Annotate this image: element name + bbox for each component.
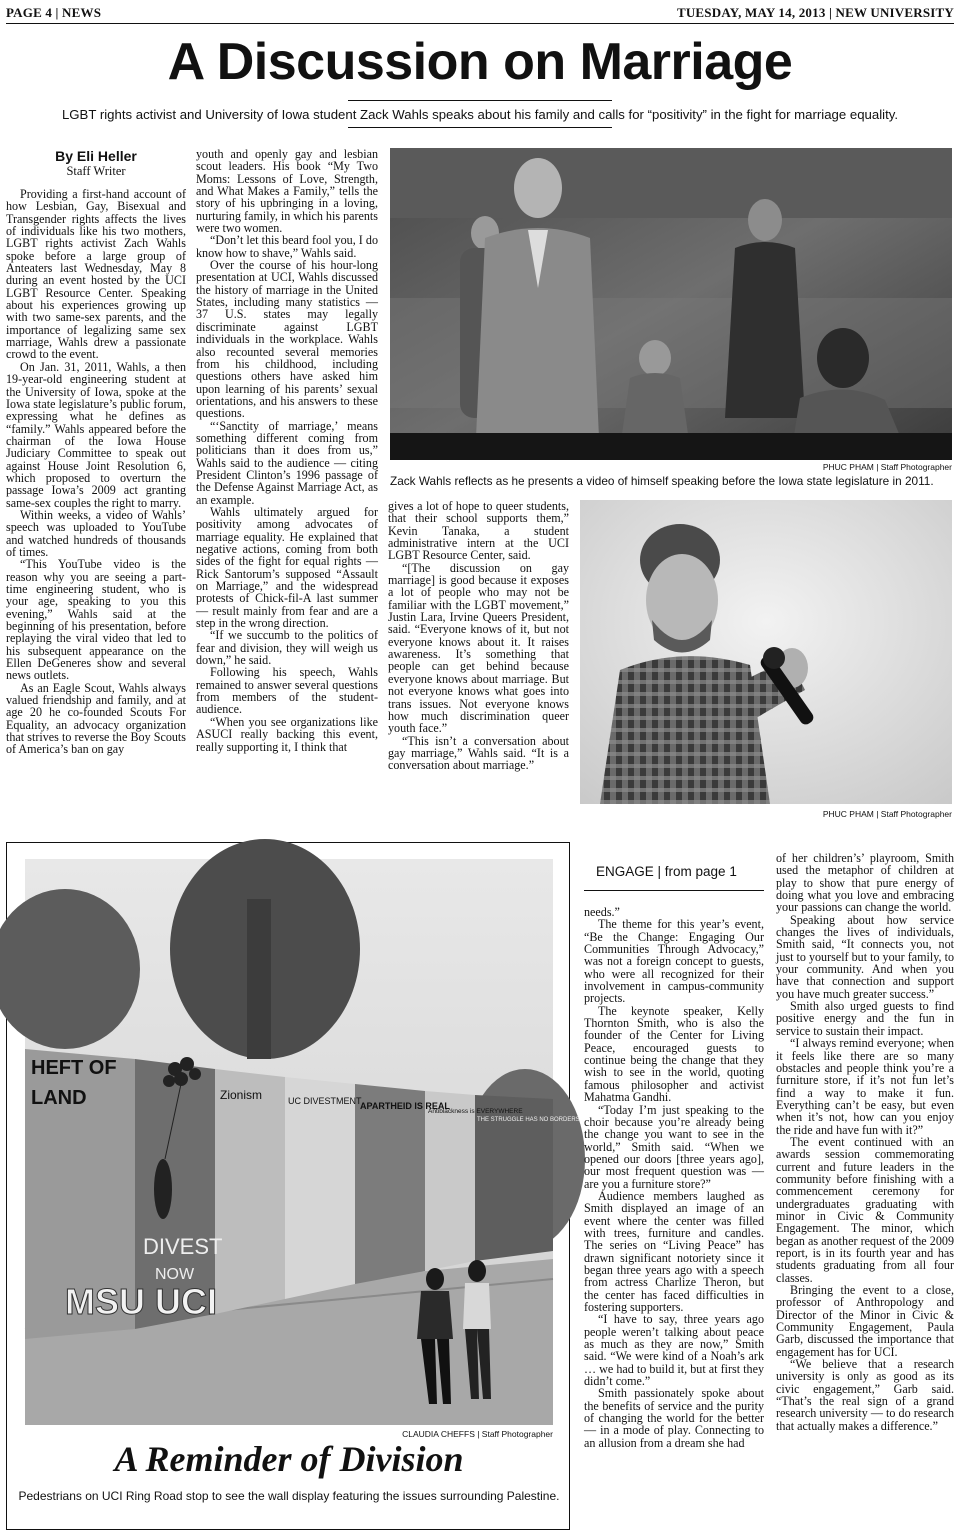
article-column-1 [6, 148, 186, 826]
engage-paragraph: The keynote speaker, Kelly Thornton Smith, who is also the founder of the Center for Living Peace, encouraged guests to continue being the change that they wish to see in the world, quoting famous philosopher and activist Mahatma Gandhi. [584, 1003, 764, 1105]
article-paragraph: As an Eagle Scout, Wahls always valued friendship and family, and at age 20 he co-founded Scouts For Equality, an advocacy organization that strives to reverse the Boy Scouts of America’s ban on gay [6, 680, 186, 757]
wall-text-divest: DIVEST [143, 1234, 223, 1259]
feature-title: A Reminder of Division [114, 1439, 464, 1479]
jump-from: from page 1 [664, 864, 737, 879]
wall-text-apartheid: APARTHEID IS REAL [360, 1101, 450, 1111]
wall-display-image [25, 859, 580, 1425]
article-column-2 [196, 148, 378, 826]
wall-text-msu-uci: MSU UCI [65, 1281, 217, 1322]
engage-paragraph: of her children’s’ playroom, Smith used the metaphor of children at play to show that pure energy of doing what you love and embracing your passions can change the world. [776, 851, 954, 915]
wall-text-antiblackness: Antiblackness is EVERYWHERE [428, 1108, 523, 1115]
video-projection-photo [390, 148, 952, 460]
article-deck: LGBT rights activist and University of Iowa student Zack Wahls speaks about his family and calls for “positivity” in the fight for marriage equality. [61, 107, 899, 122]
feature-caption: Pedestrians on UCI Ring Road stop to see the wall display featuring the issues surrounding Palestine. [18, 1489, 560, 1503]
engage-paragraph: Smith passionately spoke about the benefits of service and the purity of changing the world for the better — in a mode of play. Connecting to an allusion from a dream she had [584, 1386, 764, 1450]
deck-rule-top [348, 100, 612, 101]
folio-rule [6, 23, 954, 24]
wall-text-uc-divestment: UC DIVESTMENT [288, 1096, 362, 1106]
feature-photo-credit: CLAUDIA CHEFFS | Staff Photographer [402, 1429, 553, 1439]
article-headline: A Discussion on Marriage [167, 33, 793, 91]
article-paragraph: gives a lot of hope to queer students, that their school supports them,” Kevin Tanaka, a student administrative intern at the UCI LGBT Resource Center, said. [388, 499, 569, 563]
jump-rule [584, 890, 764, 891]
article-paragraph: youth and openly gay and lesbian scout leaders. His book “My Two Moms: Lessons of Love, Strength, and What Makes a Family,” tells the story of his upbringing in a loving, nurturing family, in which his parents were two women. [196, 147, 378, 236]
engage-paragraph: needs.” [584, 905, 620, 919]
feature-photo-box [6, 842, 580, 1530]
article-paragraph: “When you see organizations like ASUCI really backing this event, really supporting it, I think that [196, 714, 378, 754]
photo1-credit: PHUC PHAM | Staff Photographer [822, 462, 952, 472]
engage-paragraph: The theme for this year’s event, “Be the Change: Engaging Our Communities Through Advocacy,” was not a foreign concept to guests, who were all recognized for their involvement in campus-community projects. [584, 917, 764, 1006]
article-paragraph: On Jan. 31, 2011, Wahls, a then 19-year-old engineering student at the University of Iowa, spoke at the Iowa state legislature’s public forum, expressing what he defines as “family.” Wahls appeared before the chairman of the Iowa House Judiciary Committee to speak out against House Joint Resolution 6, which proposed to overturn the passage Iowa’s 2009 act granting same-sex couples the right to marry. [6, 359, 186, 510]
folio-section: PAGE 4 | NEWS [6, 5, 102, 20]
engage-paragraph: The event continued with an awards session commemorating current and future leaders in the community before finishing with a commencement ceremony for undergraduates graduating with minor in Civic & Community Engagement. The minor, which began as another request of the 2009 report, is in its fourth year and has students graduating from all four classes. [776, 1134, 954, 1285]
article-paragraph: “If we succumb to the politics of fear and division, they will weigh us down,” he said. [196, 628, 378, 668]
article-paragraph: Wahls ultimately argued for positivity among advocates of marriage equality. He explained that negative actions, coming from both sides of the fight for equal rights — Rick Santorum’s supposed “Assault on Marriage,” and the widespread protests of Chick-fil-A last summer — result mainly from fear and are a step in the wrong direction. [196, 504, 378, 631]
speaker-photo [580, 500, 952, 804]
article-paragraph: Following his speech, Wahls remained to answer several questions from members of the student-audience. [196, 665, 378, 717]
engage-paragraph: “We believe that a research university is only as good as its civic engagement,” Garb said. “That’s the real sign of a grand research university — to do research that actually makes a difference.” [776, 1357, 954, 1433]
article-paragraph: “This isn’t a conversation about gay marriage,” Wahls said. “It is a conversation about marriage.” [388, 733, 569, 773]
byline: By Eli Heller [55, 148, 137, 164]
engage-paragraph: “I always remind everyone; when it feels like there are so many obstacles and people think you’re a furniture store, if it’s not fun let’s find a way to make it fun. Everything can’t be easy, but even when it’s not, how can you enjoy the ride and have fun with it?” [776, 1036, 954, 1137]
engage-column-1 [584, 906, 764, 1528]
engage-paragraph: “Today I’m just speaking to the choir because you’re already being the change you want to see in the world,” Smith said. “When we opened our doors [three years ago], our most frequent question was — are you a furniture store?” [584, 1102, 764, 1191]
engage-paragraph: Bringing the event to a close, professor of Anthropology and Director of the Minor in Civic & Community Engagement, Paula Garb, discussed the importance that engagement has for UCI. [776, 1283, 954, 1359]
article-column-3 [388, 500, 569, 820]
engage-paragraph: Smith also urged guests to find positive energy and the fun in service to sustain their impact. [776, 999, 954, 1038]
wall-display-photo [25, 859, 580, 1425]
photo2-credit: PHUC PHAM | Staff Photographer [822, 809, 952, 819]
engage-paragraph: “I have to say, three years ago people weren’t talking about peace as much as they are now,” Smith said. “We were kind of a Noah’s ark … we had to build it, but at first they didn’t come.” [584, 1312, 764, 1389]
engage-column-2 [776, 852, 954, 1528]
byline-role: Staff Writer [66, 164, 126, 178]
engage-paragraph: Speaking about how service changes the lives of individuals, Smith said, “It connects you, not just to yourself but to your family, to your community. And when you have that connection and support you have much greater success.” [776, 912, 954, 1001]
wall-text-land: LAND [31, 1087, 87, 1109]
article-paragraph: “[The discussion on gay marriage] is good because it exposes a lot of people who may not be familiar with the LGBT movement,” Justin Lara, Irvine Queers President, said. “Everyone knows of it, but not everyone knows about it. It raises awareness. It’s something that people can get behind because everyone knows about marriage. But not everyone knows what goes into trans issues. Not everyone knows how much discrimination queer youth face.” [388, 560, 569, 736]
wall-text-heft: HEFT OF [31, 1057, 117, 1079]
wall-text-struggle: THE STRUGGLE HAS NO BORDERS [477, 1117, 580, 1123]
video-projection-image [390, 148, 952, 460]
article-paragraph: Within weeks, a video of Wahls’ speech was uploaded to YouTube and watched hundreds of thousands of times. [6, 507, 186, 559]
article-paragraph: “Don’t let this beard fool you, I do know how to shave,” Wahls said. [196, 233, 378, 260]
page-folio [6, 5, 954, 23]
article-paragraph: Providing a first-hand account of how Lesbian, Gay, Bisexual and Transgender rights affects the lives of individuals like his two mothers, LGBT rights activist Zach Wahls spoke before a large group of Anteaters last Wednesday, May 8 during an event hosted by the UCI LGBT Resource Center. Speaking about his experiences growing up with two same-sex parents, and the importance of legalizing same sex marriage, Wahls drew a passionate crowd to the event. [6, 187, 186, 362]
article-paragraph: “This YouTube video is the reason why you are seeing a part-time engineering student, who is your age, speaking to you this evening,” Wahls said at the beginning of his presentation, before replaying the viral video that led to his subsequent appearance on the Ellen DeGeneres show and several news outlets. [6, 557, 186, 683]
speaker-image [580, 500, 952, 804]
wall-text-zionism: Zionism [220, 1088, 263, 1102]
folio-date: TUESDAY, MAY 14, 2013 | NEW UNIVERSITY [676, 5, 954, 20]
wall-text-now: NOW [155, 1266, 195, 1283]
deck-rule-bottom [348, 127, 612, 128]
engage-paragraph: Audience members laughed as Smith displayed an image of an event where the center was filled with trees, furniture and candles. The series on “Living Peace” has drawn significant notoriety since it began three years ago with a speech from actress Charlize Theron, but the center has faced difficulties in fostering supporters. [584, 1188, 764, 1314]
article-paragraph: “‘Sanctity of marriage,’ means something different coming from politicians than it does from us,” Wahls said to the audience — citing President Clinton’s 1996 passage of the Defense Against Marriage Act, as an example. [196, 418, 378, 507]
article-paragraph: Over the course of his hour-long presentation at UCI, Wahls discussed the history of marriage in the United States, including many statistics — 37 U.S. states may legally discriminate against LGBT individuals in the workplace. Wahls also recounted several memories from his childhood, including questions others have asked him upon learning of his parents’ sexual orientations, and his answers to these questions. [196, 258, 378, 421]
jump-label: ENGAGE [596, 864, 654, 879]
jump-line: ENGAGE | from page 1 [596, 864, 737, 879]
photo1-caption: Zack Wahls reflects as he presents a video of himself speaking before the Iowa state legislature in 2011. [390, 474, 934, 488]
